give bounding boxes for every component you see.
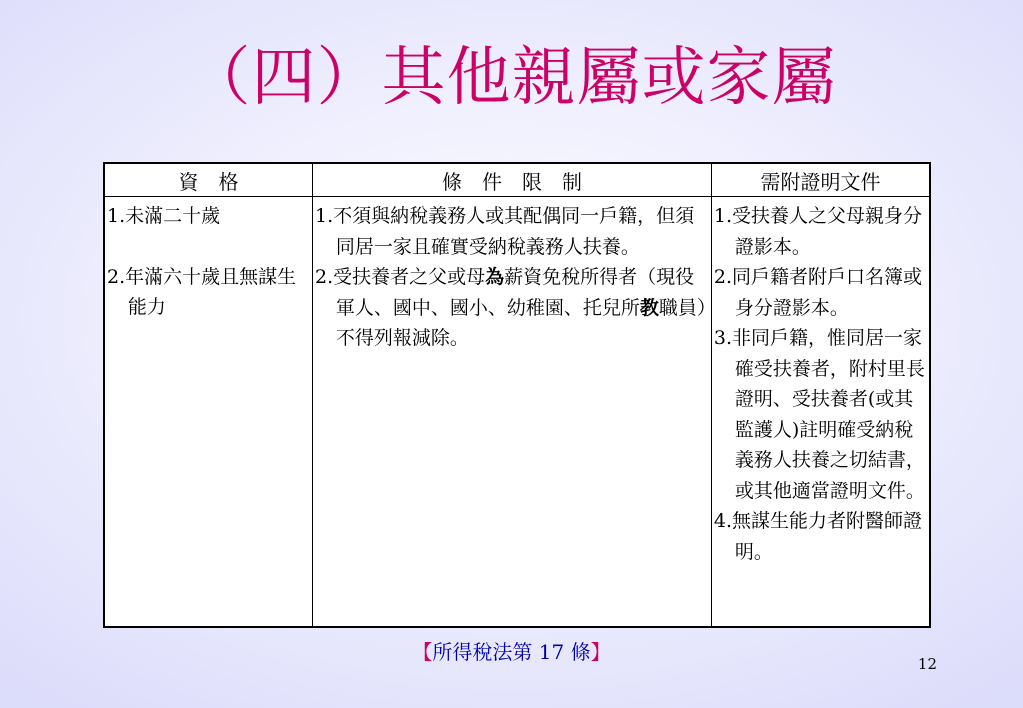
document-item-3: 3.非同戶籍，惟同居一家確受扶養者，附村里長證明、受扶養者(或其監護人)註明確受納稅義務人扶養之切結書，或其他適當證明文件。 [713, 327, 925, 502]
document-item-2: 2.同戶籍者附戶口名簿或身分證影本。 [713, 266, 923, 319]
document-item-1: 1.受扶養人之父母親身分證影本。 [713, 205, 923, 258]
qualification-cell [104, 197, 313, 628]
document-item-4: 4.無謀生能力者附醫師證明。 [713, 510, 923, 563]
conditions-cell [313, 197, 712, 628]
citation-text: 所得稅法第 17 條 [432, 640, 591, 664]
table-header-row [104, 163, 930, 197]
qualification-item-1: 1.未滿二十歲 [107, 205, 221, 227]
header-conditions: 條 件 限 制 [313, 163, 712, 197]
condition-item-2-part2: 薪資免稅所得者（現役軍人、國中、國小、幼稚園、托兒所 [335, 266, 695, 319]
citation-close-bracket: 】 [590, 640, 611, 664]
dependents-rules-table [103, 162, 931, 628]
condition-item-1: 1.不須與納稅義務人或其配偶同一戶籍，但須同居一家且確實受納稅義務人扶養。 [315, 205, 695, 258]
condition-item-2-part1: 2.受扶養者之父或母 [315, 266, 486, 288]
table-row [104, 197, 930, 628]
header-documents: 需附證明文件 [711, 163, 930, 197]
condition-item-2 [315, 262, 710, 354]
header-qualification: 資 格 [104, 163, 313, 197]
citation-open-bracket: 【 [412, 640, 433, 664]
page-number: 12 [917, 655, 937, 673]
condition-item-2-part3: 職員）不得列報減除。 [335, 296, 707, 349]
condition-item-2-bold-1: 為 [485, 266, 505, 288]
legal-citation [0, 636, 1023, 665]
documents-cell [711, 197, 930, 628]
slide-title: （四）其他親屬或家屬 [186, 41, 837, 115]
condition-item-2-bold-2: 教 [639, 296, 659, 319]
qualification-item-2: 2.年滿六十歲且無謀生能力 [107, 265, 297, 318]
